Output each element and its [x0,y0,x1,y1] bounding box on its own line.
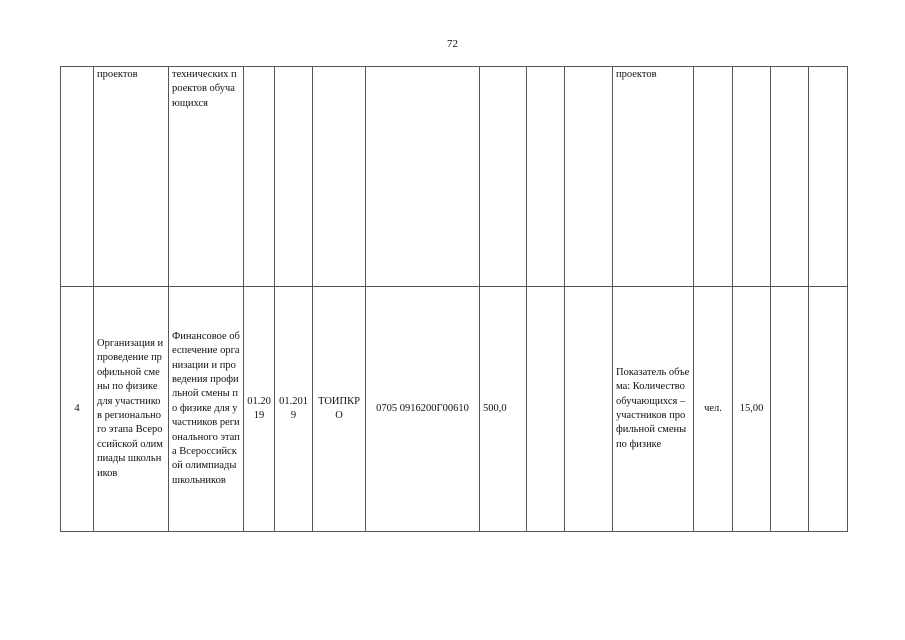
table-row [61,67,848,287]
cell-empty [809,287,848,532]
cell-start-date: 01.2019 [244,287,275,532]
cell-executor [313,67,366,287]
cell-start-date [244,67,275,287]
cell-budget-code [366,67,480,287]
cell-unit [694,67,733,287]
cell-empty [527,67,565,287]
cell-empty [809,67,848,287]
cell-unit: чел. [694,287,733,532]
cell-number [61,67,94,287]
cell-value [733,67,771,287]
cell-content: технических проектов обучающихся [169,67,244,287]
cell-executor: ТОИПКРО [313,287,366,532]
cell-value: 15,00 [733,287,771,532]
page-number: 72 [447,38,458,50]
cell-indicator: Показатель объема: Количество обучающихся – участников профильной смены по физике [613,287,694,532]
cell-number: 4 [61,287,94,532]
cell-event: Организация и проведение профильной смены по физике для участников регионального этапа Всероссийской олимпиады школьников [94,287,169,532]
cell-amount [480,67,527,287]
table-row [61,287,848,532]
program-table [60,66,848,532]
cell-amount: 500,0 [480,287,527,532]
cell-empty [771,287,809,532]
cell-end-date: 01.2019 [275,287,313,532]
cell-empty [527,287,565,532]
cell-content: Финансовое обеспечение организации и проведения профильной смены по физике для участников регионального этапа Всероссийской олимпиады школьников [169,287,244,532]
cell-event: проектов [94,67,169,287]
cell-empty [565,67,613,287]
cell-budget-code: 0705 0916200Г00610 [366,287,480,532]
cell-indicator: проектов [613,67,694,287]
cell-empty [771,67,809,287]
cell-empty [565,287,613,532]
cell-end-date [275,67,313,287]
